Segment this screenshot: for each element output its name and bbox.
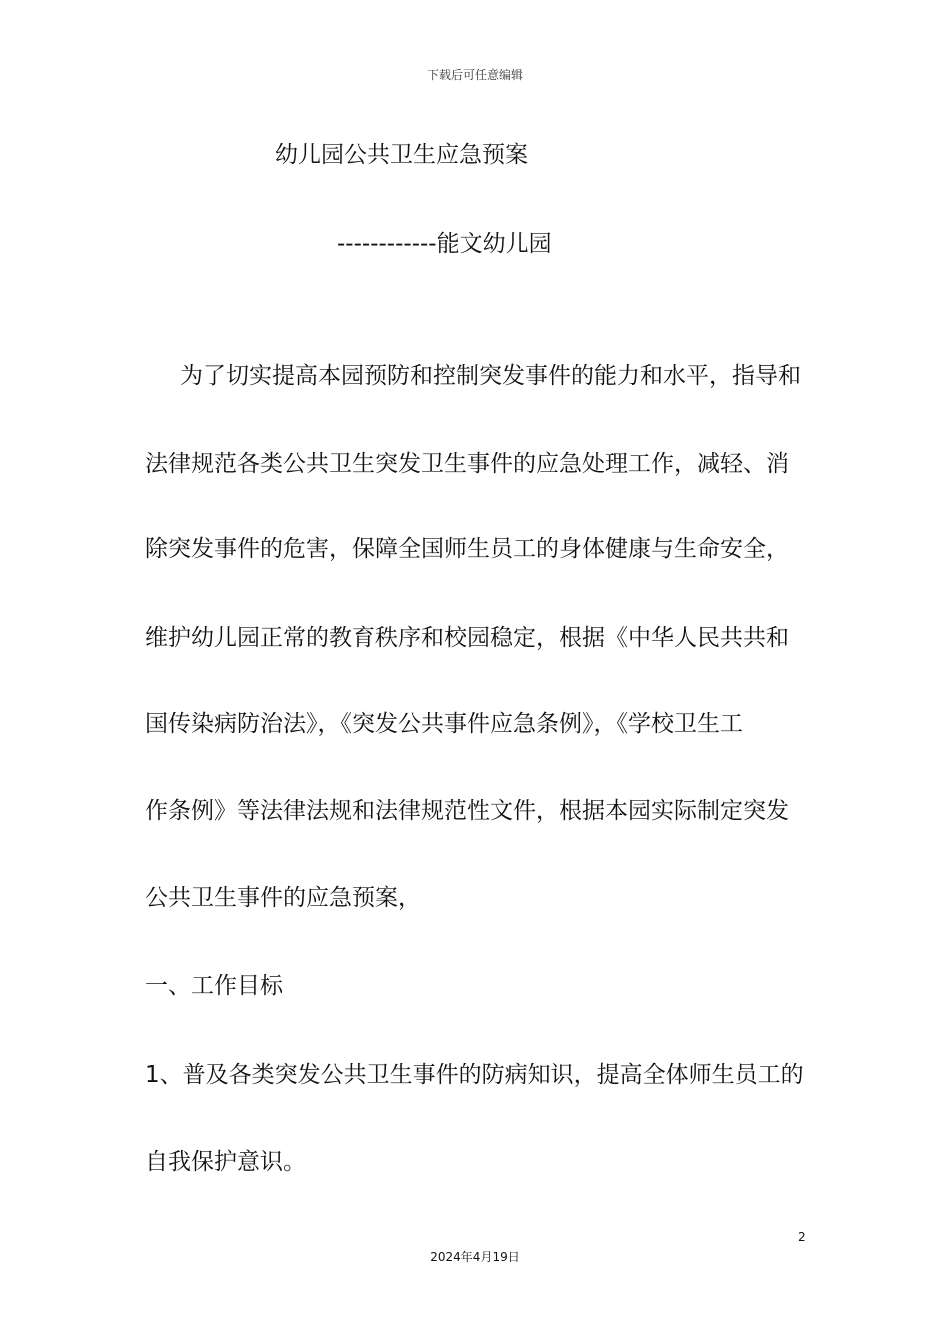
footer-date: 2024年4月19日 [430,1250,520,1264]
header-note: 下载后可任意编辑 [426,68,523,82]
body-line: 法律规范各类公共卫生突发卫生事件的应急处理工作，减轻、消 [145,451,789,477]
body-line: 除突发事件的危害，保障全国师生员工的身体健康与生命安全， [145,536,789,562]
body-line: 作条例》等法律法规和法律规范性文件，根据本园实际制定突发 [145,798,789,824]
body-line: 国传染病防治法》，《突发公共事件应急条例》，《学校卫生工 [145,711,743,737]
body-line: 维护幼儿园正常的教育秩序和校园稳定，根据《中华人民共共和 [145,625,789,651]
body-line: 1、普及各类突发公共卫生事件的防病知识，提高全体师生员工的 [145,1062,804,1088]
body-line: 为了切实提高本园预防和控制突发事件的能力和水平，指导和 [180,363,801,389]
page-number: 2 [798,1230,806,1244]
section-heading: 一、工作目标 [145,973,283,999]
body-line: 自我保护意识。 [145,1149,306,1175]
body-line: 公共卫生事件的应急预案， [145,885,421,911]
document-title: 幼儿园公共卫生应急预案 [275,142,528,168]
document-author-line: ------------能文幼儿园 [337,231,552,257]
